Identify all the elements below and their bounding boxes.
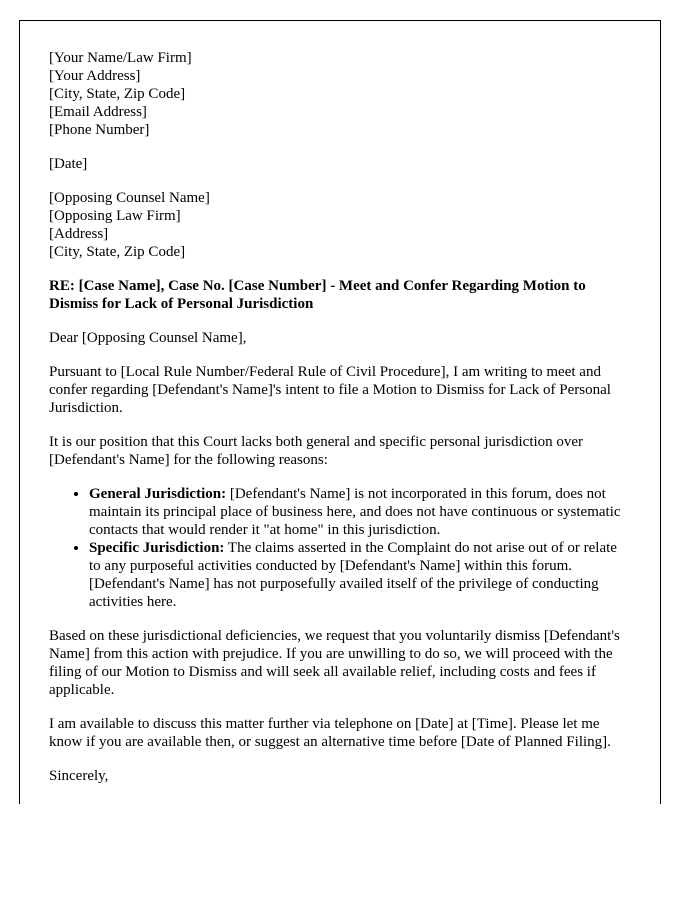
sender-city-state-zip: [City, State, Zip Code] [49, 86, 186, 102]
sender-block [49, 49, 631, 139]
sender-phone: [Phone Number] [49, 122, 150, 138]
reason-text: [Defendant's Name] is not incorporated in this forum, does not maintain its principal place of business here, and does not have continuous or systematic contacts that would render it "at home" in this jurisdiction. [89, 486, 621, 538]
letter-body [49, 49, 631, 801]
reason-heading: Specific Jurisdiction: [89, 540, 225, 556]
recipient-counsel-name: [Opposing Counsel Name] [49, 190, 210, 206]
reason-text: The claims asserted in the Complaint do not arise out of or relate to any purposeful activities conducted by [Defendant's Name] within this forum. [Defendant's Name] has not purposefully availed itself of the privilege of conducting activities here. [89, 540, 617, 610]
request-paragraph: Based on these jurisdictional deficiencies, we request that you voluntarily dismiss [Defendant's Name] from this action with prejudice. If you are unwilling to do so, we will proceed with the filing of our Motion to Dismiss and will seek all available relief, including costs and fees if applicable. [49, 628, 620, 698]
salutation: Dear [Opposing Counsel Name], [49, 330, 247, 346]
recipient-block [49, 189, 631, 261]
letter-page [19, 20, 661, 804]
recipient-law-firm: [Opposing Law Firm] [49, 208, 181, 224]
position-paragraph: It is our position that this Court lacks both general and specific personal jurisdiction over [Defendant's Name] for the following reasons: [49, 434, 584, 468]
list-item [89, 539, 631, 611]
availability-paragraph: I am available to discuss this matter further via telephone on [Date] at [Time]. Please let me know if you are available then, or suggest an alternative time before [Date of Planned Filing]. [49, 716, 611, 750]
sender-email: [Email Address] [49, 104, 147, 120]
recipient-address: [Address] [49, 226, 109, 242]
sender-name-firm: [Your Name/Law Firm] [49, 50, 192, 66]
intro-paragraph: Pursuant to [Local Rule Number/Federal Rule of Civil Procedure], I am writing to meet and confer regarding [Defendant's Name]'s intent to file a Motion to Dismiss for Lack of Personal Jurisdiction. [49, 364, 611, 416]
sender-address: [Your Address] [49, 68, 141, 84]
recipient-city-state-zip: [City, State, Zip Code] [49, 244, 186, 260]
reason-heading: General Jurisdiction: [89, 486, 227, 502]
closing: Sincerely, [49, 768, 109, 784]
letter-date: [Date] [49, 156, 88, 172]
reasons-list [49, 485, 631, 611]
re-line: RE: [Case Name], Case No. [Case Number] - Meet and Confer Regarding Motion to Dismiss for Lack of Personal Jurisdiction [49, 278, 586, 312]
date-block [49, 155, 631, 173]
list-item [89, 485, 631, 539]
